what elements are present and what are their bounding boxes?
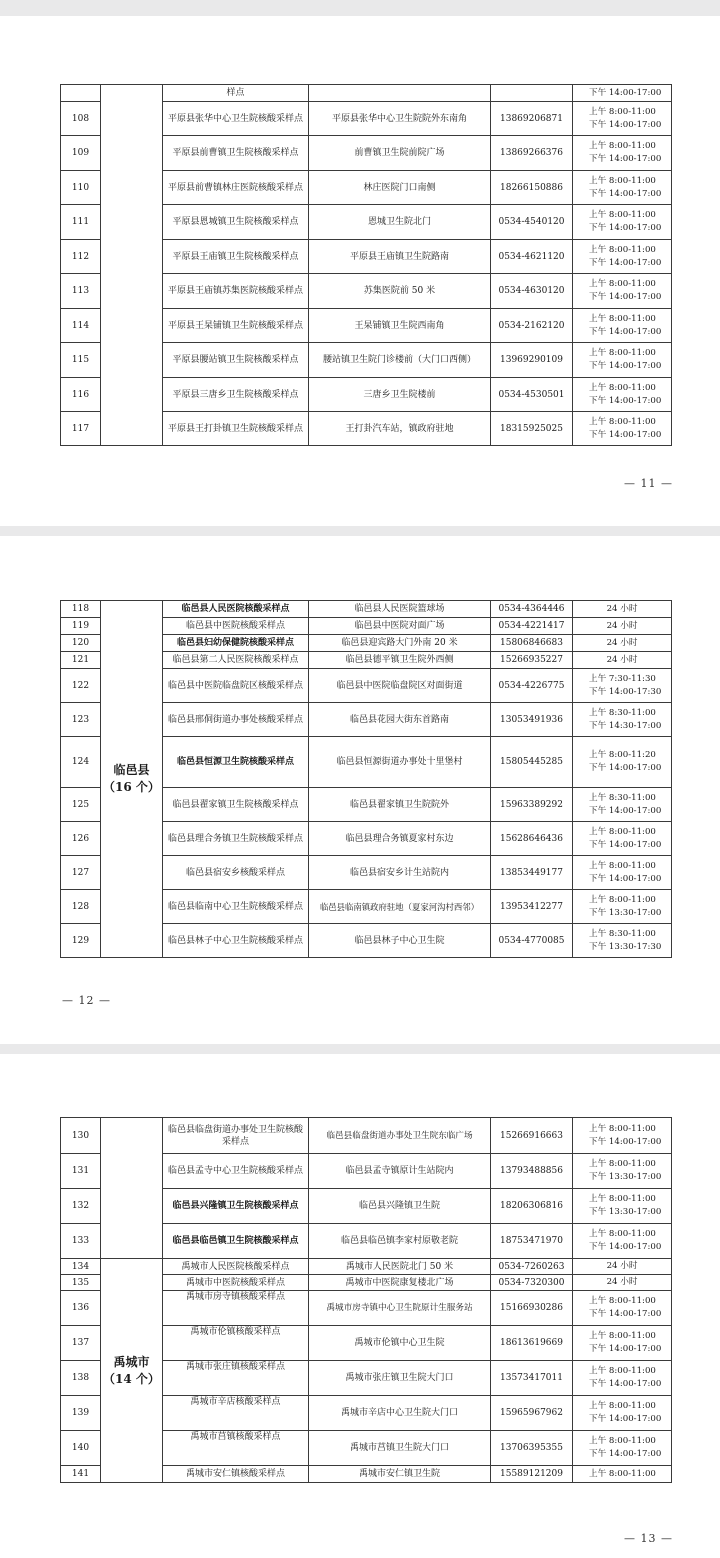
site-address: 临邑县迎宾路大门外南 20 米 <box>309 635 491 652</box>
row-number: 139 <box>61 1396 101 1431</box>
phone <box>491 85 573 102</box>
site-name: 平原县张华中心卫生院核酸采样点 <box>163 102 309 136</box>
hours: 上午 7:30-11:30 下午 14:00-17:30 <box>573 669 672 703</box>
site-address: 恩城卫生院北门 <box>309 205 491 240</box>
document-page-12 <box>0 536 720 1044</box>
site-name: 平原县前曹镇卫生院核酸采样点 <box>163 136 309 171</box>
row-number: 125 <box>61 788 101 822</box>
hours: 上午 8:00-11:00 下午 14:00-17:00 <box>573 1396 672 1431</box>
site-address: 禹城市中医院康复楼北广场 <box>309 1275 491 1291</box>
site-address: 平原县张华中心卫生院院外东南角 <box>309 102 491 136</box>
phone: 15589121209 <box>491 1466 573 1483</box>
site-name: 平原县王庙镇苏集医院核酸采样点 <box>163 274 309 309</box>
site-address: 临邑县临南镇政府驻地（夏家河沟村西邻） <box>309 890 491 924</box>
site-name: 平原县恩城镇卫生院核酸采样点 <box>163 205 309 240</box>
hours: 24 小时 <box>573 618 672 635</box>
phone: 15166930286 <box>491 1291 573 1326</box>
site-address: 临邑县中医院对面广场 <box>309 618 491 635</box>
site-name: 临邑县兴隆镇卫生院核酸采样点 <box>163 1189 309 1224</box>
row-number <box>61 85 101 102</box>
site-name: 临邑县恒源卫生院核酸采样点 <box>163 737 309 788</box>
row-number: 138 <box>61 1361 101 1396</box>
hours: 上午 8:30-11:00 下午 14:30-17:00 <box>573 703 672 737</box>
site-name: 临邑县临邑镇卫生院核酸采样点 <box>163 1224 309 1259</box>
hours: 上午 8:00-11:00 下午 14:00-17:00 <box>573 309 672 343</box>
county-cell <box>101 85 163 446</box>
site-name: 临邑县中医院临盘院区核酸采样点 <box>163 669 309 703</box>
county-cell <box>101 1259 163 1483</box>
site-name: 临邑县人民医院核酸采样点 <box>163 601 309 618</box>
hours: 下午 14:00-17:00 <box>573 85 672 102</box>
county-name: 禹城市 <box>113 1354 150 1369</box>
hours: 上午 8:00-11:00 下午 14:00-17:00 <box>573 136 672 171</box>
site-name: 平原县王杲铺镇卫生院核酸采样点 <box>163 309 309 343</box>
phone: 13869206871 <box>491 102 573 136</box>
site-address: 临邑县林子中心卫生院 <box>309 924 491 958</box>
site-address: 禹城市安仁镇卫生院 <box>309 1466 491 1483</box>
site-address: 临邑县宿安乡计生站院内 <box>309 856 491 890</box>
table-row <box>61 1259 672 1275</box>
site-address: 平原县王庙镇卫生院路南 <box>309 240 491 274</box>
hours: 上午 8:00-11:00 下午 14:00-17:00 <box>573 412 672 446</box>
site-name: 临邑县翟家镇卫生院核酸采样点 <box>163 788 309 822</box>
row-number: 122 <box>61 669 101 703</box>
site-name: 平原县腰站镇卫生院核酸采样点 <box>163 343 309 378</box>
site-address: 临邑县中医院临盘院区对面街道 <box>309 669 491 703</box>
phone: 0534-4221417 <box>491 618 573 635</box>
site-address: 林庄医院门口南侧 <box>309 171 491 205</box>
row-number: 111 <box>61 205 101 240</box>
row-number: 129 <box>61 924 101 958</box>
phone: 18266150886 <box>491 171 573 205</box>
row-number: 135 <box>61 1275 101 1291</box>
site-name: 平原县前曹镇林庄医院核酸采样点 <box>163 171 309 205</box>
hours: 上午 8:00-11:00 <box>573 1466 672 1483</box>
phone: 18315925025 <box>491 412 573 446</box>
hours: 上午 8:00-11:00 下午 14:00-17:00 <box>573 378 672 412</box>
site-address: 三唐乡卫生院楼前 <box>309 378 491 412</box>
site-address: 禹城市张庄镇卫生院大门口 <box>309 1361 491 1396</box>
phone: 0534-4364446 <box>491 601 573 618</box>
phone: 0534-4226775 <box>491 669 573 703</box>
phone: 15628646436 <box>491 822 573 856</box>
table-row <box>61 1118 672 1154</box>
site-name: 样点 <box>163 85 309 102</box>
row-number: 137 <box>61 1326 101 1361</box>
phone: 13969290109 <box>491 343 573 378</box>
site-name: 禹城市房寺镇核酸采样点 <box>163 1291 309 1326</box>
hours: 上午 8:00-11:00 下午 14:00-17:00 <box>573 1361 672 1396</box>
site-address: 临邑县临盘街道办事处卫生院东临广场 <box>309 1118 491 1154</box>
site-address: 临邑县翟家镇卫生院院外 <box>309 788 491 822</box>
phone: 13793488856 <box>491 1154 573 1189</box>
row-number: 116 <box>61 378 101 412</box>
hours: 上午 8:00-11:00 下午 14:00-17:00 <box>573 205 672 240</box>
hours: 上午 8:30-11:00 下午 14:00-17:00 <box>573 788 672 822</box>
phone: 13573417011 <box>491 1361 573 1396</box>
hours: 上午 8:00-11:00 下午 14:00-17:00 <box>573 1431 672 1466</box>
site-name: 临邑县妇幼保健院核酸采样点 <box>163 635 309 652</box>
hours: 24 小时 <box>573 1259 672 1275</box>
sampling-points-table <box>60 600 672 958</box>
row-number: 110 <box>61 171 101 205</box>
hours: 上午 8:00-11:00 下午 14:00-17:00 <box>573 102 672 136</box>
phone: 18753471970 <box>491 1224 573 1259</box>
site-address: 临邑县理合务镇夏家村东边 <box>309 822 491 856</box>
site-address: 禹城市房寺镇中心卫生院原计生服务站 <box>309 1291 491 1326</box>
phone: 18206306816 <box>491 1189 573 1224</box>
phone: 13869266376 <box>491 136 573 171</box>
phone: 0534-7260263 <box>491 1259 573 1275</box>
phone: 15266916663 <box>491 1118 573 1154</box>
document-page-13 <box>0 1054 720 1558</box>
hours: 上午 8:00-11:00 下午 14:00-17:00 <box>573 822 672 856</box>
hours: 上午 8:00-11:20 下午 14:00-17:00 <box>573 737 672 788</box>
site-address: 临邑县兴隆镇卫生院 <box>309 1189 491 1224</box>
site-name: 禹城市安仁镇核酸采样点 <box>163 1466 309 1483</box>
county-count: （14 个） <box>103 1371 160 1386</box>
site-name: 临邑县临南中心卫生院核酸采样点 <box>163 890 309 924</box>
county-cell <box>101 1118 163 1259</box>
row-number: 113 <box>61 274 101 309</box>
phone: 0534-4621120 <box>491 240 573 274</box>
hours: 24 小时 <box>573 635 672 652</box>
hours: 上午 8:00-11:00 下午 13:30-17:00 <box>573 890 672 924</box>
phone: 15806846683 <box>491 635 573 652</box>
row-number: 128 <box>61 890 101 924</box>
site-address: 腰站镇卫生院门诊楼前（大门口西侧） <box>309 343 491 378</box>
site-name: 临邑县宿安乡核酸采样点 <box>163 856 309 890</box>
site-address: 禹城市伦镇中心卫生院 <box>309 1326 491 1361</box>
hours: 上午 8:00-11:00 下午 14:00-17:00 <box>573 1291 672 1326</box>
hours: 上午 8:00-11:00 下午 14:00-17:00 <box>573 856 672 890</box>
site-address: 临邑县临邑镇李家村原敬老院 <box>309 1224 491 1259</box>
row-number: 114 <box>61 309 101 343</box>
site-name: 临邑县邢侗街道办事处核酸采样点 <box>163 703 309 737</box>
row-number: 136 <box>61 1291 101 1326</box>
row-number: 133 <box>61 1224 101 1259</box>
row-number: 134 <box>61 1259 101 1275</box>
site-name: 临邑县第二人民医院核酸采样点 <box>163 652 309 669</box>
row-number: 115 <box>61 343 101 378</box>
phone: 0534-4540120 <box>491 205 573 240</box>
row-number: 109 <box>61 136 101 171</box>
hours: 上午 8:00-11:00 下午 14:00-17:00 <box>573 240 672 274</box>
site-name: 临邑县理合务镇卫生院核酸采样点 <box>163 822 309 856</box>
page-number: — 13 — <box>624 1532 673 1545</box>
row-number: 121 <box>61 652 101 669</box>
site-name: 临邑县临盘街道办事处卫生院核酸采样点 <box>163 1118 309 1154</box>
page-number: — 12 — <box>62 994 111 1007</box>
row-number: 130 <box>61 1118 101 1154</box>
page-number: — 11 — <box>624 477 673 490</box>
site-address: 王打卦汽车站，镇政府驻地 <box>309 412 491 446</box>
site-name: 平原县王庙镇卫生院核酸采样点 <box>163 240 309 274</box>
site-address: 王杲铺镇卫生院西南角 <box>309 309 491 343</box>
site-name: 禹城市中医院核酸采样点 <box>163 1275 309 1291</box>
site-name: 禹城市辛店核酸采样点 <box>163 1396 309 1431</box>
phone: 0534-4530501 <box>491 378 573 412</box>
site-address: 苏集医院前 50 米 <box>309 274 491 309</box>
row-number: 123 <box>61 703 101 737</box>
site-address: 禹城市莒镇卫生院大门口 <box>309 1431 491 1466</box>
hours: 24 小时 <box>573 601 672 618</box>
row-number: 120 <box>61 635 101 652</box>
hours: 24 小时 <box>573 1275 672 1291</box>
site-name: 平原县三唐乡卫生院核酸采样点 <box>163 378 309 412</box>
hours: 上午 8:00-11:00 下午 14:00-17:00 <box>573 1224 672 1259</box>
phone: 0534-7320300 <box>491 1275 573 1291</box>
site-address: 前曹镇卫生院前院广场 <box>309 136 491 171</box>
row-number: 119 <box>61 618 101 635</box>
phone: 18613619669 <box>491 1326 573 1361</box>
row-number: 131 <box>61 1154 101 1189</box>
row-number: 112 <box>61 240 101 274</box>
row-number: 132 <box>61 1189 101 1224</box>
site-name: 平原县王打卦镇卫生院核酸采样点 <box>163 412 309 446</box>
county-cell <box>101 601 163 958</box>
hours: 上午 8:00-11:00 下午 14:00-17:00 <box>573 1326 672 1361</box>
row-number: 127 <box>61 856 101 890</box>
county-count: （16 个） <box>103 780 160 794</box>
site-address: 禹城市辛店中心卫生院大门口 <box>309 1396 491 1431</box>
phone: 15805445285 <box>491 737 573 788</box>
hours: 24 小时 <box>573 652 672 669</box>
hours: 上午 8:00-11:00 下午 13:30-17:00 <box>573 1189 672 1224</box>
site-name: 禹城市伦镇核酸采样点 <box>163 1326 309 1361</box>
table-row <box>61 85 672 102</box>
row-number: 124 <box>61 737 101 788</box>
site-address: 临邑县孟寺镇原计生站院内 <box>309 1154 491 1189</box>
site-name: 禹城市人民医院核酸采样点 <box>163 1259 309 1275</box>
phone: 0534-4630120 <box>491 274 573 309</box>
site-name: 禹城市张庄镇核酸采样点 <box>163 1361 309 1396</box>
row-number: 117 <box>61 412 101 446</box>
sampling-points-table <box>60 1117 672 1483</box>
hours: 上午 8:00-11:00 下午 13:30-17:00 <box>573 1154 672 1189</box>
hours: 上午 8:00-11:00 下午 14:00-17:00 <box>573 274 672 309</box>
row-number: 141 <box>61 1466 101 1483</box>
hours: 上午 8:30-11:00 下午 13:30-17:30 <box>573 924 672 958</box>
hours: 上午 8:00-11:00 下午 14:00-17:00 <box>573 171 672 205</box>
row-number: 108 <box>61 102 101 136</box>
row-number: 140 <box>61 1431 101 1466</box>
county-name: 临邑县 <box>113 763 150 777</box>
phone: 15266935227 <box>491 652 573 669</box>
site-address: 临邑县人民医院篮球场 <box>309 601 491 618</box>
phone: 13706395355 <box>491 1431 573 1466</box>
phone: 0534-4770085 <box>491 924 573 958</box>
site-name: 临邑县林子中心卫生院核酸采样点 <box>163 924 309 958</box>
phone: 0534-2162120 <box>491 309 573 343</box>
site-address: 临邑县恒源街道办事处十里堡村 <box>309 737 491 788</box>
phone: 13053491936 <box>491 703 573 737</box>
site-address <box>309 85 491 102</box>
site-address: 临邑县德平镇卫生院外西侧 <box>309 652 491 669</box>
site-name: 临邑县中医院核酸采样点 <box>163 618 309 635</box>
hours: 上午 8:00-11:00 下午 14:00-17:00 <box>573 1118 672 1154</box>
row-number: 118 <box>61 601 101 618</box>
row-number: 126 <box>61 822 101 856</box>
phone: 13953412277 <box>491 890 573 924</box>
phone: 15963389292 <box>491 788 573 822</box>
site-address: 临邑县花园大街东首路南 <box>309 703 491 737</box>
phone: 15965967962 <box>491 1396 573 1431</box>
site-address: 禹城市人民医院北门 50 米 <box>309 1259 491 1275</box>
site-name: 禹城市莒镇核酸采样点 <box>163 1431 309 1466</box>
document-page-11 <box>0 16 720 526</box>
table-row <box>61 601 672 618</box>
site-name: 临邑县孟寺中心卫生院核酸采样点 <box>163 1154 309 1189</box>
hours: 上午 8:00-11:00 下午 14:00-17:00 <box>573 343 672 378</box>
phone: 13853449177 <box>491 856 573 890</box>
sampling-points-table <box>60 84 672 446</box>
